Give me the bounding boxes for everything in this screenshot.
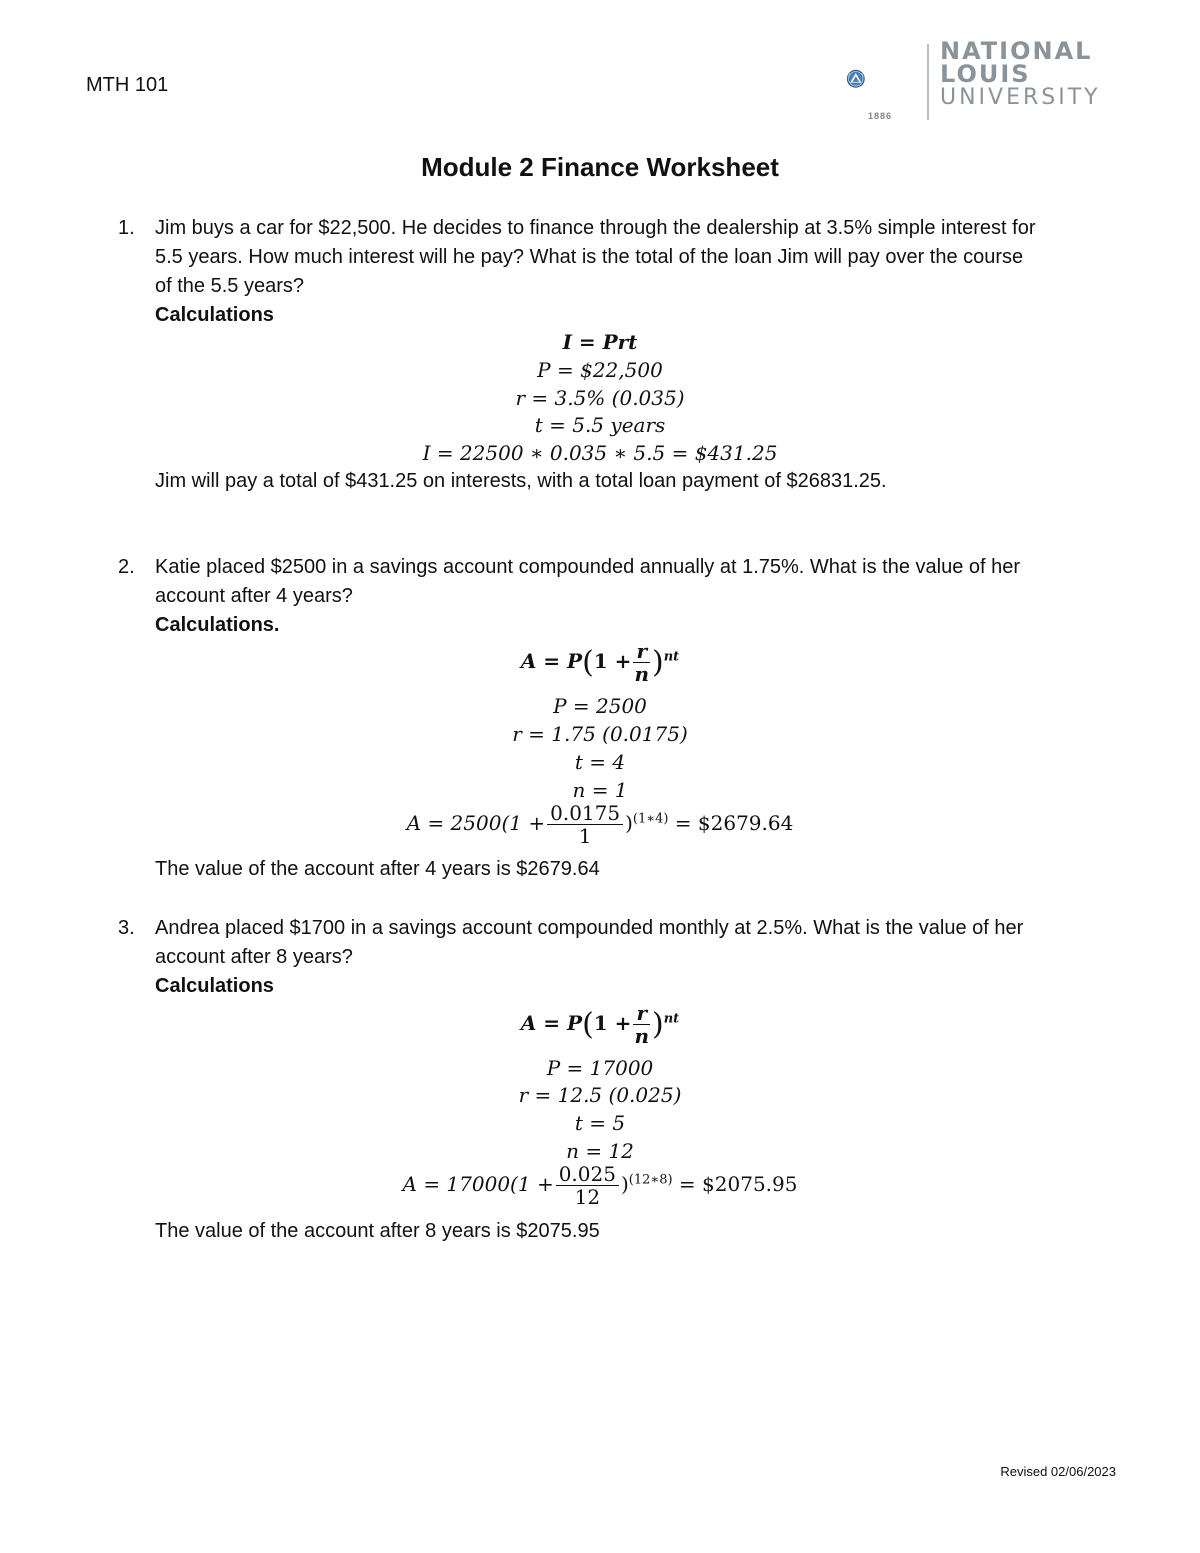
page-title: Module 2 Finance Worksheet	[421, 152, 779, 182]
equation-amount: A = 17000(1 + $\frac{0.025}{12}$ )$^{(12∗8)}$ = $2075.95	[402, 1162, 798, 1209]
answer-3: The value of the account after 8 years is $2075.95	[155, 1220, 600, 1242]
equation-principal: P = 2500	[553, 694, 647, 718]
equation-time: t = 5.5 years	[534, 413, 666, 437]
formula-simple-interest: I = Prt	[562, 330, 638, 354]
equation-time: t = 4	[574, 750, 626, 774]
question-2-line-2: account after 4 years?	[155, 585, 353, 607]
university-logo-text	[940, 37, 1101, 110]
equation-principal: P = 17000	[546, 1056, 654, 1080]
revision-date: Revised 02/06/2023	[1000, 1464, 1116, 1479]
logo-line-3: UNIVERSITY	[940, 85, 1101, 110]
equation-principal: P = $22,500	[537, 358, 663, 382]
question-2-line-1: Katie placed $2500 in a savings account compounded annually at 1.75%. What is the value of her	[155, 556, 1021, 578]
question-number: 3.	[118, 917, 135, 939]
calculations-label: Calculations	[155, 304, 274, 326]
logo-line-2: LOUIS	[940, 60, 1031, 88]
logo-divider	[927, 44, 929, 120]
question-number: 1.	[118, 217, 135, 239]
equation-rate: r = 3.5% (0.035)	[515, 386, 685, 410]
question-3	[118, 914, 1118, 1001]
calculations-label: Calculations	[155, 975, 274, 997]
equation-interest: I = 22500 ∗ 0.035 ∗ 5.5 = $431.25	[422, 441, 778, 465]
calculations-label: Calculations.	[155, 614, 280, 636]
answer-2: The value of the account after 4 years is $2679.64	[155, 858, 600, 880]
question-1-line-2: 5.5 years. How much interest will he pay? What is the total of the loan Jim will pay over the course	[155, 246, 1024, 268]
formula-compound-interest: A = P(1 + $\frac{r}{n}$ )$^{nt}$	[520, 1001, 680, 1048]
question-1-line-1: Jim buys a car for $22,500. He decides to finance through the dealership at 3.5% simple interest for	[155, 217, 1036, 239]
question-3-line-2: account after 8 years?	[155, 946, 353, 968]
answer-1: Jim will pay a total of $431.25 on interests, with a total loan payment of $26831.25.	[155, 470, 887, 492]
logo-year: 1886	[868, 111, 893, 121]
question-3-line-1: Andrea placed $1700 in a savings account compounded monthly at 2.5%. What is the value of her	[155, 917, 1024, 939]
question-number: 2.	[118, 556, 135, 578]
course-code: MTH 101	[86, 74, 169, 96]
question-1-line-3: of the 5.5 years?	[155, 275, 304, 297]
equation-amount: A = 2500(1 + $\frac{0.0175}{1}$ )$^{(1∗4)}$ = $2679.64	[406, 801, 794, 848]
equation-time: t = 5	[574, 1111, 626, 1135]
question-2	[118, 553, 1118, 640]
equation-periods: n = 12	[566, 1139, 634, 1163]
question-1	[118, 214, 1118, 330]
university-seal-icon	[846, 40, 916, 122]
logo-line-1: NATIONAL	[940, 37, 1093, 65]
equation-rate: r = 1.75 (0.0175)	[512, 722, 688, 746]
equation-periods: n = 1	[572, 778, 628, 802]
formula-compound-interest: A = P(1 + $\frac{r}{n}$ )$^{nt}$	[520, 639, 680, 686]
equation-rate: r = 12.5 (0.025)	[518, 1083, 682, 1107]
